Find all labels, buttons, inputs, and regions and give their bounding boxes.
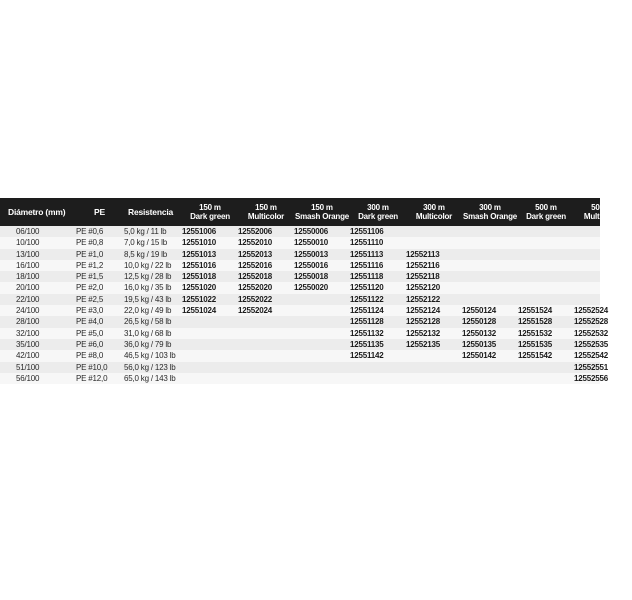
resistance-cell: 46,5 kg / 103 lb [124,351,176,361]
pe-cell: PE #8,0 [76,351,104,361]
table-header-row [0,198,600,226]
product-code-cell [292,305,348,316]
product-code-cell [516,260,572,271]
product-code-cell [404,373,460,384]
product-code-cell [180,328,236,339]
pe-cell: PE #10,0 [76,362,108,372]
product-code-cell: 12551010 [182,238,216,248]
header-length: 150 m [255,203,277,212]
product-code-cell: 12551524 [518,306,552,316]
resistance-cell: 16,0 kg / 35 lb [124,283,172,293]
diameter-cell: 28/100 [16,317,40,327]
product-code-cell: 12552013 [238,249,272,259]
product-code-cell [516,362,572,373]
product-code-cell [292,350,348,361]
product-code-cell [572,237,600,248]
product-code-cell: 12551528 [518,317,552,327]
resistance-cell: 22,0 kg / 49 lb [124,306,172,316]
pe-cell: PE #12,0 [76,373,108,383]
table-row [0,328,600,339]
diameter-cell: 20/100 [16,283,40,293]
resistance-cell: 19,5 kg / 43 lb [124,294,172,304]
product-code-cell: 12552532 [574,328,608,338]
product-code-cell [460,249,516,260]
table-row [0,316,600,327]
resistance-cell: 7,0 kg / 15 lb [124,238,168,248]
header-color: Multicolor [415,212,453,221]
product-code-cell: 12552528 [574,317,608,327]
product-code-cell [516,271,572,282]
product-code-cell [460,282,516,293]
pe-cell: PE #1,2 [76,260,104,270]
product-code-cell: 12552120 [406,283,440,293]
product-code-cell: 12552113 [406,249,440,259]
product-code-cell [572,282,600,293]
header-resistance: Resistencia [128,206,174,217]
header-color: Dark green [358,212,398,221]
product-code-cell: 12551118 [350,272,384,282]
product-code-cell [572,260,600,271]
pe-cell: PE #5,0 [76,328,104,338]
diameter-cell: 22/100 [16,294,40,304]
header-length: 500 m [591,203,613,212]
product-code-cell: 12550135 [462,339,496,349]
pe-cell: PE #4,0 [76,317,104,327]
diameter-cell: 10/100 [16,238,40,248]
product-code-cell: 12552010 [238,238,272,248]
product-code-cell [460,271,516,282]
product-code-cell: 12550124 [462,306,496,316]
product-code-cell [460,362,516,373]
product-code-cell: 12551120 [350,283,384,293]
header-code-column [348,198,404,226]
table-row [0,362,600,373]
product-code-cell: 12550020 [294,283,328,293]
resistance-cell: 36,0 kg / 79 lb [124,339,172,349]
product-code-cell: 12551116 [350,260,384,270]
table-row [0,271,600,282]
diameter-cell: 06/100 [16,227,40,236]
resistance-cell: 56,0 kg / 123 lb [124,362,176,372]
product-code-cell: 12551542 [518,351,552,361]
header-code-column [460,198,516,226]
product-code-cell [236,339,292,350]
table-row [0,339,600,350]
resistance-cell: 12,5 kg / 28 lb [124,272,172,282]
product-code-cell: 12552116 [406,260,440,270]
resistance-cell: 31,0 kg / 68 lb [124,328,172,338]
pe-cell: PE #2,5 [76,294,104,304]
product-code-cell: 12551122 [350,294,384,304]
resistance-cell: 5,0 kg / 11 lb [124,227,167,236]
table-row [0,226,600,237]
product-code-cell [460,226,516,237]
product-code-cell [516,226,572,237]
product-code-cell: 12550142 [462,351,496,361]
header-code-column [236,198,292,226]
product-code-cell: 12552124 [406,306,440,316]
header-code-column [572,198,621,226]
product-code-cell: 12551142 [350,351,384,361]
product-code-cell: 12551113 [350,249,384,259]
product-code-cell [460,373,516,384]
product-code-cell [516,294,572,305]
diameter-cell: 24/100 [16,306,40,316]
product-code-cell: 12551016 [182,260,216,270]
header-pe [72,198,124,226]
diameter-cell: 13/100 [16,249,40,259]
diameter-cell: 32/100 [16,328,40,338]
resistance-cell: 8,5 kg / 19 lb [124,249,168,259]
product-code-cell [180,373,236,384]
product-code-cell: 12552524 [574,306,608,316]
table-body [0,226,608,384]
product-code-cell: 12552542 [574,351,608,361]
product-code-cell: 12550016 [294,260,328,270]
product-code-cell [180,350,236,361]
product-code-cell [180,339,236,350]
table-row [0,260,600,271]
resistance-cell: 10,0 kg / 22 lb [124,260,172,270]
product-code-cell [236,373,292,384]
header-color: Smash Orange [462,212,518,221]
product-code-cell: 12551132 [350,328,384,338]
product-code-cell [292,373,348,384]
pe-cell: PE #0,6 [76,227,104,236]
product-code-cell [292,328,348,339]
product-code-cell [404,226,460,237]
diameter-cell: 51/100 [16,362,40,372]
product-code-cell: 12551106 [350,227,384,236]
product-code-cell: 12550006 [294,227,328,236]
product-code-cell: 12551135 [350,339,384,349]
header-code-column [404,198,460,226]
header-color: Dark green [526,212,566,221]
header-length: 300 m [479,203,501,212]
product-code-cell: 12551022 [182,294,216,304]
product-code-cell [236,328,292,339]
product-code-cell [180,362,236,373]
product-code-cell [460,294,516,305]
product-code-cell [460,260,516,271]
diameter-cell: 35/100 [16,339,40,349]
product-code-cell [236,316,292,327]
header-color: Dark green [190,212,230,221]
table-row [0,294,600,305]
diameter-cell: 42/100 [16,351,40,361]
product-code-cell: 12551535 [518,339,552,349]
product-spec-table [0,198,621,384]
product-code-cell [292,294,348,305]
product-code-cell: 12551124 [350,306,384,316]
product-code-cell [572,271,600,282]
table-row [0,373,600,384]
product-code-cell [404,350,460,361]
product-code-cell: 12551024 [182,306,216,316]
product-code-cell [460,237,516,248]
header-pe-label: PE [94,206,105,217]
product-code-cell [236,350,292,361]
product-code-cell: 12551020 [182,283,216,293]
product-code-cell: 12552556 [574,373,608,383]
header-code-column [516,198,572,226]
pe-cell: PE #1,5 [76,272,104,282]
product-code-cell [572,226,600,237]
product-code-cell: 12551013 [182,249,216,259]
product-code-cell [572,294,600,305]
product-code-cell: 12552122 [406,294,440,304]
product-code-cell: 12550128 [462,317,496,327]
product-code-cell: 12550013 [294,249,328,259]
header-length: 150 m [199,203,221,212]
header-length: 150 m [311,203,333,212]
product-code-cell [292,316,348,327]
header-length: 500 m [535,203,557,212]
pe-cell: PE #1,0 [76,249,104,259]
product-code-cell [348,373,404,384]
header-length: 300 m [367,203,389,212]
diameter-cell: 18/100 [16,272,40,282]
product-code-cell [404,362,460,373]
pe-cell: PE #2,0 [76,283,104,293]
table-row [0,350,600,361]
resistance-cell: 65,0 kg / 143 lb [124,373,176,383]
product-code-cell: 12552006 [238,227,272,236]
table-row [0,282,600,293]
product-code-cell [516,249,572,260]
table-row [0,249,600,260]
product-code-cell [292,339,348,350]
header-color: Multicolor [247,212,285,221]
product-code-cell [516,282,572,293]
product-code-cell: 12552132 [406,328,440,338]
product-code-cell [404,237,460,248]
product-code-cell: 12552024 [238,306,272,316]
diameter-cell: 16/100 [16,260,40,270]
table-row [0,305,600,316]
product-code-cell: 12552016 [238,260,272,270]
header-color: Multicolor [583,212,621,221]
product-code-cell: 12552551 [574,362,608,372]
resistance-cell: 26,5 kg / 58 lb [124,317,172,327]
product-code-cell: 12550132 [462,328,496,338]
product-code-cell: 12551128 [350,317,384,327]
header-code-column [292,198,348,226]
product-code-cell [292,362,348,373]
product-code-cell: 12550010 [294,238,328,248]
pe-cell: PE #6,0 [76,339,104,349]
product-code-cell: 12551532 [518,328,552,338]
product-code-cell [348,362,404,373]
pe-cell: PE #0,8 [76,238,104,248]
product-code-cell: 12552135 [406,339,440,349]
product-code-cell: 12552128 [406,317,440,327]
product-code-cell: 12552020 [238,283,272,293]
product-code-cell: 12552018 [238,272,272,282]
diameter-cell: 56/100 [16,373,40,383]
header-length: 300 m [423,203,445,212]
product-code-cell: 12550018 [294,272,328,282]
product-code-cell [572,249,600,260]
product-code-cell: 12552535 [574,339,608,349]
product-code-cell: 12551006 [182,227,216,236]
table-row [0,237,600,248]
product-code-cell: 12551110 [350,238,384,248]
product-code-cell [516,373,572,384]
header-diameter: Diámetro (mm) [8,206,66,217]
header-code-column [180,198,236,226]
product-code-cell [180,316,236,327]
pe-cell: PE #3,0 [76,306,104,316]
product-code-cell: 12552022 [238,294,272,304]
product-code-cell [236,362,292,373]
product-code-cell: 12551018 [182,272,216,282]
product-code-cell [516,237,572,248]
product-code-cell: 12552118 [406,272,440,282]
header-color: Smash Orange [294,212,350,221]
